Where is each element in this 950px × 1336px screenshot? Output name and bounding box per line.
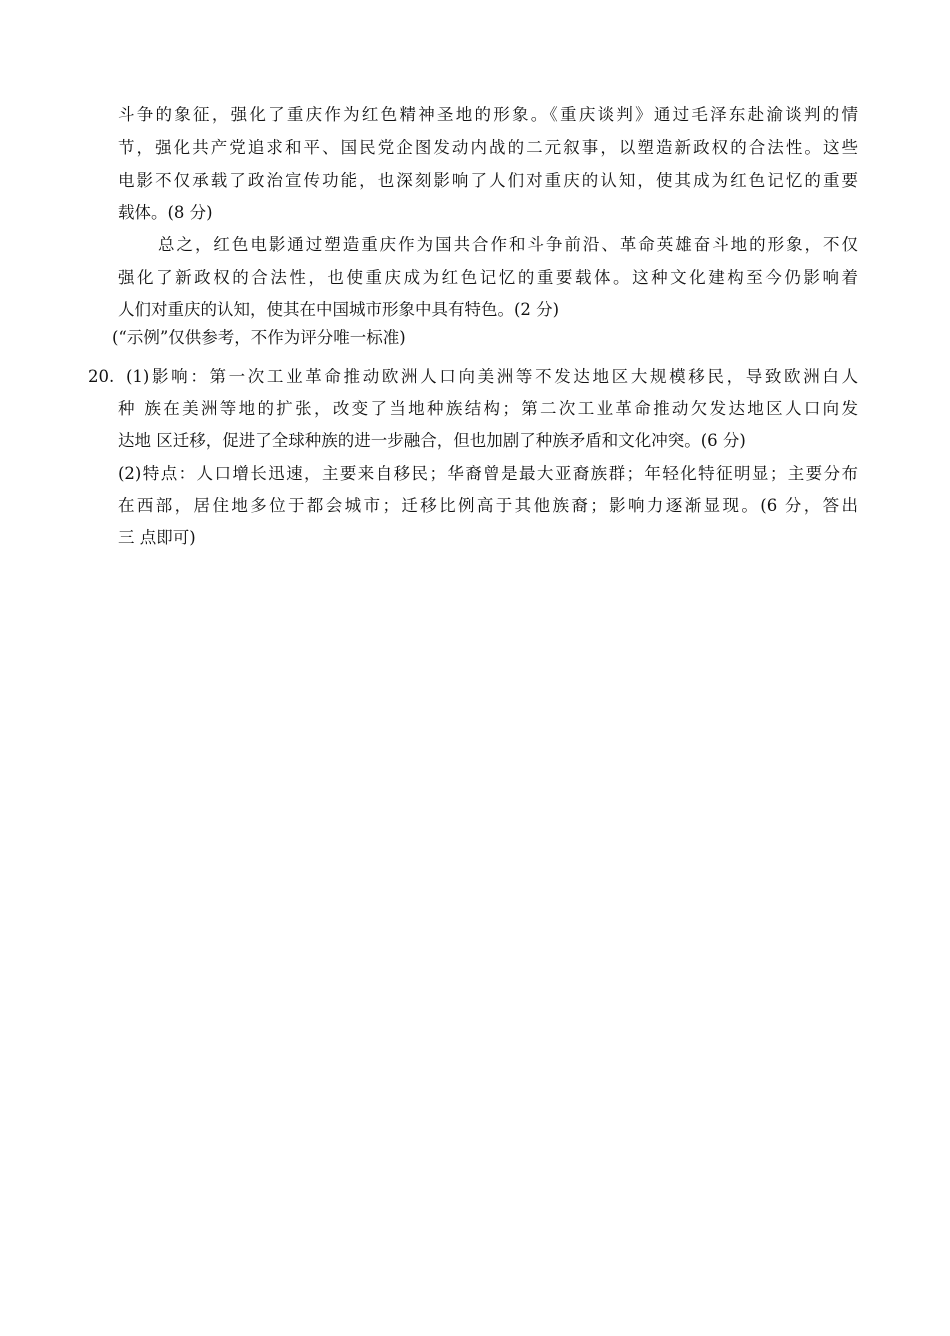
q20-part-2-line-2: 在西部，居住地多位于都会城市；迁移比例高于其他族裔；影响力逐渐显现。(6 分，答出 bbox=[118, 496, 858, 515]
q20-part-2-line-3: 三 点即可) bbox=[118, 528, 196, 547]
q20-part-1-line-3: 达地 区迁移，促进了全球种族的进一步融合，但也加剧了种族矛盾和文化冲突。(6 分) bbox=[118, 431, 746, 450]
q20-part-1-line-2: 种 族在美洲等地的扩张，改变了当地种族结构；第二次工业革命推动欠发达地区人口向发 bbox=[118, 399, 858, 418]
q20-part-1-line-1: (1)影响：第一次工业革命推动欧洲人口向美洲等不发达地区大规模移民，导致欧洲白人 bbox=[126, 367, 858, 386]
paragraph-2-line-1: 总之，红色电影通过塑造重庆作为国共合作和斗争前沿、革命英雄奋斗地的形象，不仅 bbox=[158, 235, 858, 254]
q20-part-2-line-1: (2)特点：人口增长迅速，主要来自移民；华裔曾是最大亚裔族群；年轻化特征明显；主要分布 bbox=[118, 464, 858, 483]
paragraph-1-line-2: 节，强化共产党追求和平、国民党企图发动内战的二元叙事，以塑造新政权的合法性。这些 bbox=[118, 138, 858, 157]
paragraph-1-line-1: 斗争的象征，强化了重庆作为红色精神圣地的形象。《重庆谈判》通过毛泽东赴渝谈判的情 bbox=[118, 105, 858, 124]
paragraph-2-line-3: 人们对重庆的认知，使其在中国城市形象中具有特色。(2 分) bbox=[118, 300, 560, 319]
paragraph-1-line-3: 电影不仅承载了政治宣传功能，也深刻影响了人们对重庆的认知，使其成为红色记忆的重要 bbox=[118, 171, 858, 190]
scoring-note: (“示例”仅供参考，不作为评分唯一标准) bbox=[112, 328, 406, 347]
question-number: 20. bbox=[88, 367, 115, 386]
paragraph-2-line-2: 强化了新政权的合法性，也使重庆成为红色记忆的重要载体。这种文化建构至今仍影响着 bbox=[118, 268, 858, 287]
paragraph-1-line-4: 载体。(8 分) bbox=[118, 203, 213, 222]
